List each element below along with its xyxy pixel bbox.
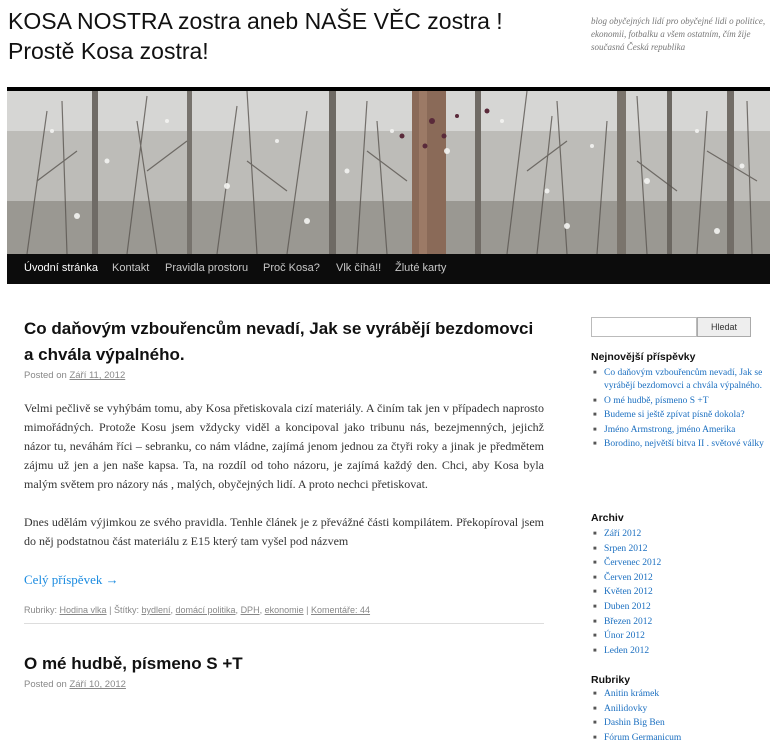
post-paragraph: Dnes udělám výjimkou ze svého pravidla. Tenhle článek je z převážné části kompilátem. Překopíroval jsem do něj podstatnou část materiálu z E15 který tam vyšel pod názvem xyxy=(24,515,544,548)
recent-post-link[interactable]: ■ Borodino, největší bitva II . světové války xyxy=(591,438,771,451)
category-link[interactable]: ■ Dashin Big Ben xyxy=(591,717,771,730)
search-button[interactable]: Hledat xyxy=(697,317,751,337)
recent-post-link[interactable]: ■ Co daňovým vzbouřencům nevadí, Jak se vyrábějí bezdomovci a chvála výpalného. xyxy=(591,367,771,393)
category-link[interactable]: Hodina vlka xyxy=(59,605,107,615)
categories-list xyxy=(591,688,771,746)
site-title[interactable]: KOSA NOSTRA zostra aneb NAŠE VĚC zostra ! Prostě Kosa zostra! xyxy=(8,8,503,64)
nav-item-pravidla[interactable]: Pravidla prostoru xyxy=(165,262,249,274)
nav-item-kontakt[interactable]: Kontakt xyxy=(112,262,150,274)
post-paragraph: Velmi pečlivě se vyhýbám tomu, aby Kosa přetiskovala cizí materiály. A činím tak jen v případech naprosto mimořádných. Protože Kosu jsem vždycky viděl a koncipoval jako tribunu nás, bezejmenných, jejichž názor tu, neváhám říci – sebranku, co nám vládne, zajímá jenom jednou za čtyři roky a jinak je předmětem zájmu už jen a jen naše kapsa. Ta, na rozdíl od toho názoru, je zajímá každý den. Chci, aby Kosa byla malým světem pro názory nás , malých, obyčejných lidí. A proto nechci přetiskovat. xyxy=(24,401,544,491)
comments-link[interactable]: Komentáře: 44 xyxy=(311,605,371,615)
archive-link[interactable]: ■ Červen 2012 xyxy=(591,572,771,585)
main-nav xyxy=(7,254,770,284)
archive-link[interactable]: ■ Březen 2012 xyxy=(591,616,771,629)
separator: | xyxy=(109,605,112,615)
header-banner-image xyxy=(7,91,770,254)
post-date-link[interactable]: Září 11, 2012 xyxy=(69,370,126,381)
archive-link[interactable]: ■ Srpen 2012 xyxy=(591,543,771,556)
posted-on-label: Posted on xyxy=(24,679,67,690)
post-divider xyxy=(24,623,544,624)
nav-item-zlute-karty[interactable]: Žluté karty xyxy=(395,262,447,274)
recent-post-link[interactable]: ■ Budeme si ještě zpívat písně dokola? xyxy=(591,409,771,422)
tag-link[interactable]: bydlení xyxy=(141,605,171,615)
archive-link[interactable]: ■ Únor 2012 xyxy=(591,630,771,643)
categories-title: Rubriky xyxy=(591,674,631,686)
recent-posts-list xyxy=(591,367,771,453)
archive-list xyxy=(591,528,771,659)
tags-label: Štítky: xyxy=(113,605,139,615)
recent-post-link[interactable]: ■ O mé hudbě, písmeno S +T xyxy=(591,395,771,408)
separator: | xyxy=(306,605,309,615)
post xyxy=(24,651,544,690)
post-title[interactable]: Co daňovým vzbouřencům nevadí, Jak se vyrábějí bezdomovci a chvála výpalného. xyxy=(24,319,534,364)
posted-on-label: Posted on xyxy=(24,370,67,381)
category-link[interactable]: ■ Anilidovky xyxy=(591,703,771,716)
archive-link[interactable]: ■ Leden 2012 xyxy=(591,645,771,658)
tag-link[interactable]: domácí politika xyxy=(175,605,236,615)
recent-posts-title: Nejnovější příspěvky xyxy=(591,351,696,363)
nav-item-home[interactable]: Úvodní stránka xyxy=(24,262,98,274)
category-link[interactable]: ■ Fórum Germanicum xyxy=(591,732,771,745)
post-date-link[interactable]: Září 10, 2012 xyxy=(69,679,126,690)
read-more-link[interactable]: Celý příspěvek → xyxy=(24,572,119,587)
recent-post-link[interactable]: ■ Jméno Armstrong, jméno Amerika xyxy=(591,424,771,437)
tag-link[interactable]: ekonomie xyxy=(264,605,304,615)
categories-label: Rubriky: xyxy=(24,605,58,615)
nav-item-vlk-ciha[interactable]: Vlk číhá!! xyxy=(336,262,382,274)
main-content xyxy=(24,300,544,690)
category-link[interactable]: ■ Anitin krámek xyxy=(591,688,771,701)
nav-item-proc-kosa[interactable]: Proč Kosa? xyxy=(263,262,320,274)
post-footer-meta: Rubriky: Hodina vlka | Štítky: bydlení, domácí politika, DPH, ekonomie | Komentáře: 44 xyxy=(24,605,371,615)
archive-link[interactable]: ■ Květen 2012 xyxy=(591,586,771,599)
archive-link[interactable]: ■ Září 2012 xyxy=(591,528,771,541)
post-meta xyxy=(24,370,544,381)
tag-link[interactable]: DPH xyxy=(240,605,260,615)
post-title[interactable]: O mé hudbě, písmeno S +T xyxy=(24,654,243,673)
archive-title: Archiv xyxy=(591,512,624,524)
search-input[interactable] xyxy=(591,317,697,337)
post-meta xyxy=(24,679,544,690)
archive-link[interactable]: ■ Duben 2012 xyxy=(591,601,771,614)
archive-link[interactable]: ■ Červenec 2012 xyxy=(591,557,771,570)
post xyxy=(24,316,544,624)
site-description: blog obyčejných lidí pro obyčejné lidi o politice, ekonomii, fotbalku a všem ostatním, čím žije současná Česká republika xyxy=(591,16,766,52)
